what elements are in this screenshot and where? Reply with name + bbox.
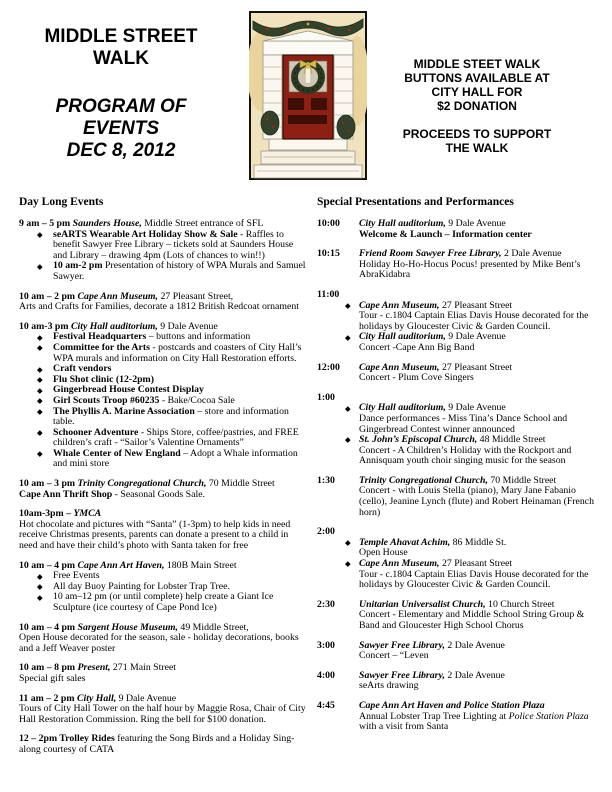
schedule-entry xyxy=(359,249,605,281)
text-run: - postcards and coasters of City Hall’s WPA murals and information on City Hall Restoration efforts. xyxy=(53,341,302,364)
bullet-icon xyxy=(345,335,350,340)
text-run: 10 am – 4 pm xyxy=(19,559,78,571)
event-line xyxy=(359,651,605,662)
bullet-icon xyxy=(37,430,42,435)
schedule-entries xyxy=(359,671,605,692)
bullet-icon xyxy=(37,346,42,351)
text-run: Trinity Congregational Church, xyxy=(359,474,488,486)
event-bullet-list xyxy=(19,571,307,613)
schedule-item xyxy=(317,476,605,518)
text-run: Sargent House Museum, xyxy=(77,621,178,633)
subtitle-line: PROGRAM OF xyxy=(55,96,187,117)
event-bullet-list xyxy=(19,332,307,470)
page-title-line: WALK xyxy=(93,48,149,69)
schedule-entries xyxy=(359,290,605,354)
buttons-notice xyxy=(379,57,575,155)
bullet-text xyxy=(53,395,235,406)
day-long-events-column xyxy=(19,196,307,765)
presentations-list xyxy=(317,219,605,733)
text-run: Annual Lobster Trap Tree Lighting at xyxy=(359,710,509,722)
schedule-entry xyxy=(359,641,605,662)
text-run: Holiday Ho-Ho-Hocus Pocus! presented by Mike Bent’s AbraKidabra xyxy=(359,258,581,281)
time-label: 4:00 xyxy=(317,669,335,681)
text-run: The Phyllis A. Marine Association xyxy=(53,405,195,417)
time-label: 10:15 xyxy=(317,248,340,260)
text-run: 2 Dale Avenue xyxy=(501,248,562,260)
schedule-entries xyxy=(359,527,605,591)
text-run: 10 am-2 pm xyxy=(53,260,103,272)
text-run: 10 Church Street xyxy=(485,598,555,610)
presentations-column xyxy=(317,196,605,742)
text-run: 27 Pleasant Street xyxy=(439,299,513,311)
event-line xyxy=(19,704,307,725)
text-run: Dance performances - Miss Tina’s Dance School and Gingerbread Contest winner announced xyxy=(359,412,568,435)
text-run: 48 Middle Street xyxy=(477,434,546,446)
event-block xyxy=(19,479,307,500)
bullet-item xyxy=(53,261,307,282)
event-line xyxy=(359,260,605,281)
text-run: - Ships Store, coffee/pastries, and FREE children’s craft - “Sailor’s Valentine Ornaments” xyxy=(53,426,299,449)
text-run: 2 Dale Avenue xyxy=(444,639,505,651)
text-run: 70 Middle Street xyxy=(206,478,275,490)
schedule-entry xyxy=(359,600,605,632)
schedule-entries xyxy=(359,476,605,518)
bullet-icon xyxy=(345,540,350,545)
text-run: 9 am – 5 pm xyxy=(19,218,73,229)
notice-line: THE WALK xyxy=(445,141,509,155)
text-run: 10 am-3 pm xyxy=(19,320,71,332)
bullet-icon xyxy=(345,562,350,567)
text-run: Concert – “Leven xyxy=(359,650,429,662)
text-run: Sawyer Free Library, xyxy=(359,669,445,681)
bullet-text xyxy=(53,570,100,581)
event-block xyxy=(19,561,307,614)
text-run: - Bake/Cocoa Sale xyxy=(159,394,235,406)
text-run: City Hall auditorium, xyxy=(70,320,158,332)
bullet-text xyxy=(53,581,230,592)
schedule-item xyxy=(317,290,605,354)
text-run: - Raffles to benefit Sawyer Free Library – tickets sold at Saunders House and Library – drawing 4pm (Lots of chances to win!!) xyxy=(53,228,294,261)
text-run: Committee for the Arts xyxy=(53,341,150,353)
time-label: 2:30 xyxy=(317,598,335,610)
text-run: City Hall auditorium, xyxy=(359,402,446,414)
event-line xyxy=(19,490,307,501)
text-run: Hot chocolate and pictures with “Santa” (1-3pm) to help kids in need receive Christmas presents, parents can donate a present to a child in need and have their child’s photo with Santa taken for free xyxy=(19,518,291,552)
text-run: Flu Shot clinic (12-2pm) xyxy=(53,373,154,385)
schedule-entry xyxy=(359,538,605,559)
text-run: YMCA xyxy=(73,508,102,520)
time-label: 10:00 xyxy=(317,218,340,229)
bullet-item xyxy=(53,449,307,470)
schedule-entries xyxy=(359,600,605,632)
text-run: 2 Dale Avenue xyxy=(444,669,505,681)
bullet-text xyxy=(53,342,301,364)
text-run: 27 Pleasant Street xyxy=(439,558,513,570)
text-run: 27 Pleasant Street, xyxy=(158,290,234,302)
event-line xyxy=(359,414,605,435)
bullet-item xyxy=(53,230,307,262)
text-run: Presentation of history of WPA Murals and Samuel Sawyer. xyxy=(53,260,306,282)
text-run: 70 Middle Street xyxy=(487,474,557,486)
bullet-text xyxy=(53,591,273,613)
text-run: – store and information table. xyxy=(53,405,289,428)
text-run: Present, xyxy=(77,662,111,674)
text-run: Temple Ahavat Achim, xyxy=(359,536,451,548)
subtitle-line: EVENTS xyxy=(82,118,160,139)
door-steps xyxy=(254,139,362,178)
bullet-text xyxy=(53,384,204,395)
time-label: 1:30 xyxy=(317,474,335,486)
text-run: Welcome & Launch – Information center xyxy=(359,228,532,240)
schedule-entries xyxy=(359,701,605,733)
schedule-entry xyxy=(359,671,605,692)
event-line xyxy=(19,520,307,552)
bullet-text xyxy=(53,406,289,428)
text-run: 10 am – 2 pm xyxy=(19,290,78,302)
schedule-entry xyxy=(359,219,605,240)
schedule-entry xyxy=(359,701,605,733)
title-block xyxy=(14,26,228,162)
bullet-item xyxy=(53,592,307,613)
text-run: Cape Ann Museum, xyxy=(359,361,440,373)
schedule-entry xyxy=(359,301,605,333)
event-line xyxy=(359,446,605,467)
bullet-icon xyxy=(37,335,42,340)
text-run: – buttons and information xyxy=(146,331,251,343)
schedule-item xyxy=(317,363,605,384)
schedule-item xyxy=(317,393,605,467)
bullet-item xyxy=(53,343,307,364)
schedule-entry xyxy=(359,363,605,384)
text-run: Gingerbread House Contest Display xyxy=(53,384,204,396)
text-run: seArts drawing xyxy=(359,680,419,692)
text-run: 49 Middle Street, xyxy=(177,621,249,633)
text-run: St. John’s Episcopal Church, xyxy=(359,434,478,446)
event-block xyxy=(19,694,307,726)
text-run: Tour - c.1804 Captain Elias Davis House decorated for the holidays by Gloucester Civic & Garden Council. xyxy=(359,568,589,591)
bullet-text xyxy=(53,331,250,342)
text-run: 9 Dale Avenue xyxy=(157,320,218,332)
section-heading-presentations: Special Presentations and Performances xyxy=(317,196,514,208)
schedule-entry xyxy=(359,476,605,518)
bullet-icon xyxy=(37,584,42,589)
text-run: Cape Ann Museum, xyxy=(359,558,440,570)
text-run: 10 am–12 pm (or until complete) help create a Giant Ice Sculpture (ice courtesy of Cape Pond Ice) xyxy=(53,591,274,613)
schedule-entries xyxy=(359,219,605,240)
text-run: Concert - with Louis Stella (piano), Mary Jane Fabanio (cello), Jeanine Lynch (flute) and Robert Heinaman (French horn) xyxy=(359,485,595,518)
schedule-entry xyxy=(359,559,605,591)
text-run: 27 Pleasant Street xyxy=(439,361,513,373)
text-run: Sawyer Free Library, xyxy=(359,639,445,651)
bullet-icon xyxy=(37,377,42,382)
text-run: Open House xyxy=(359,547,408,559)
text-run: Tours of City Hall Tower on the half hour by Maggie Rosa, Chair of City Hall Restoration Commission. Ring the bell for $100 donation. xyxy=(19,703,306,725)
text-run: Cape Ann Museum, xyxy=(77,290,159,302)
text-run: Police Station Plaza xyxy=(508,710,589,722)
bullet-icon xyxy=(345,303,350,308)
event-line xyxy=(359,712,605,733)
text-run: Tour - c.1804 Captain Elias Davis House decorated for the holidays by Gloucester Civic & Garden Council. xyxy=(359,310,589,332)
text-run: Middle Street entrance of SFL xyxy=(141,218,264,229)
text-run: with a visit from Santa xyxy=(359,721,449,733)
text-run: Cape Ann Museum, xyxy=(359,299,440,311)
text-run: 10am-3pm – xyxy=(19,508,74,520)
event-line xyxy=(359,343,605,354)
text-run: 10 am – 8 pm xyxy=(19,662,78,674)
text-run: Friend Room Sawyer Free Library, xyxy=(359,248,502,260)
schedule-entries xyxy=(359,641,605,662)
bullet-item xyxy=(53,407,307,428)
time-label: 2:00 xyxy=(317,526,335,538)
text-run: 271 Main Street xyxy=(110,662,177,674)
event-line xyxy=(19,734,307,755)
text-run: Craft vendors xyxy=(53,363,112,375)
bullet-text xyxy=(53,374,154,385)
event-bullet-list xyxy=(19,230,307,283)
time-label: 12:00 xyxy=(317,361,340,373)
bullet-icon xyxy=(37,388,42,393)
text-run: 9 Dale Avenue xyxy=(445,402,506,414)
text-run: 9 Dale Avenue xyxy=(445,331,506,343)
text-run: Girl Scouts Troop #60235 xyxy=(53,394,160,406)
program-subtitle xyxy=(14,96,228,162)
text-run: Cape Ann Art Haven, xyxy=(77,559,165,571)
text-run: 86 Middle St. xyxy=(450,536,507,548)
bullet-text xyxy=(53,363,112,374)
text-run: 10 am – 3 pm xyxy=(19,478,78,490)
event-line xyxy=(359,570,605,591)
text-run: Trinity Congregational Church, xyxy=(77,478,207,490)
event-block xyxy=(19,663,307,684)
text-run: Concert - Plum Cove Singers xyxy=(359,372,474,384)
notice-line: $2 DONATION xyxy=(437,99,517,113)
notice-line: MIDDLE STEET WALK xyxy=(413,57,541,71)
bullet-text xyxy=(53,260,306,282)
text-run: 180B Main Street xyxy=(164,559,237,571)
text-run: 9 Dale Avenue xyxy=(445,218,506,229)
text-run: seARTS Wearable Art Holiday Show & Sale xyxy=(53,228,238,240)
event-block xyxy=(19,509,307,551)
schedule-item xyxy=(317,249,605,281)
text-run: featuring the Song Birds and a Holiday Sing-along courtesy of CATA xyxy=(19,733,295,755)
text-run: 12 – 2pm Trolley Rides xyxy=(19,733,115,745)
event-block xyxy=(19,322,307,470)
text-run: Concert - A Children’s Holiday with the Rockport and Annisquam youth choir singing music for the season xyxy=(359,444,572,467)
bullet-item xyxy=(53,428,307,449)
event-block xyxy=(19,292,307,313)
schedule-entry xyxy=(359,403,605,435)
event-line xyxy=(19,674,307,685)
text-run: Open House decorated for the season, sale - holiday decorations, books and a Jeff Weaver poster xyxy=(19,632,299,654)
notice-line: PROCEEDS TO SUPPORT xyxy=(402,127,552,141)
text-run: Concert - Elementary and Middle School String Group & Band and Gloucester High School Chorus xyxy=(359,609,585,631)
event-line xyxy=(19,633,307,654)
bullet-icon xyxy=(345,438,350,443)
text-run: 11 am – 2 pm xyxy=(19,692,77,704)
schedule-entry xyxy=(359,435,605,467)
bullet-text xyxy=(53,427,299,449)
page-title-line: MIDDLE STREET xyxy=(44,26,198,47)
bullet-text xyxy=(53,229,293,261)
text-run: 9 Dale Avenue xyxy=(116,692,177,704)
schedule-entries xyxy=(359,363,605,384)
event-block xyxy=(19,734,307,755)
time-label: 3:00 xyxy=(317,639,335,651)
time-label: 11:00 xyxy=(317,288,340,300)
text-run: 10 am – 4 pm xyxy=(19,621,78,633)
bullet-icon xyxy=(37,452,42,457)
schedule-item xyxy=(317,641,605,662)
day-long-events-list xyxy=(19,219,307,756)
bullet-icon xyxy=(37,399,42,404)
schedule-entry xyxy=(359,332,605,353)
schedule-item xyxy=(317,701,605,733)
bullet-icon xyxy=(37,367,42,372)
event-line xyxy=(359,681,605,692)
text-run: City Hall auditorium, xyxy=(359,218,446,229)
schedule-item xyxy=(317,219,605,240)
text-run: Unitarian Universalist Church, xyxy=(359,598,486,610)
text-run: Free Events xyxy=(53,570,100,582)
event-line xyxy=(359,610,605,631)
text-run: Saunders House, xyxy=(72,218,142,229)
time-label: 4:45 xyxy=(317,699,335,711)
text-run: City Hall auditorium, xyxy=(359,331,446,343)
text-run: – Adopt a Whale information and mini store xyxy=(53,447,298,470)
event-line xyxy=(359,486,605,518)
bullet-icon xyxy=(37,595,42,600)
text-run: Arts and Crafts for Families, decorate a 1812 British Redcoat ornament xyxy=(19,301,299,313)
event-block xyxy=(19,219,307,283)
event-block xyxy=(19,623,307,655)
section-heading-day-long-events: Day Long Events xyxy=(19,196,104,208)
bullet-text xyxy=(53,448,298,470)
text-run: - Seasonal Goods Sale. xyxy=(112,488,205,500)
notice-line: BUTTONS AVAILABLE AT xyxy=(404,71,550,85)
text-run: City Hall, xyxy=(76,692,117,704)
subtitle-line: DEC 8, 2012 xyxy=(66,140,176,161)
schedule-entries xyxy=(359,249,605,281)
text-run: Cape Ann Art Haven and Police Station Plaza xyxy=(359,699,545,711)
proceeds-notice xyxy=(379,127,575,155)
event-line xyxy=(359,311,605,332)
text-run: Whale Center of New England xyxy=(53,447,181,459)
text-run: Cape Ann Thrift Shop xyxy=(19,488,113,500)
bullet-icon xyxy=(37,232,42,237)
text-run: Schooner Adventure xyxy=(53,426,139,438)
bullet-icon xyxy=(37,574,42,579)
text-run: Concert -Cape Ann Big Band xyxy=(359,341,475,353)
notice-line: CITY HALL FOR xyxy=(431,85,523,99)
bullet-icon xyxy=(345,406,350,411)
event-line xyxy=(359,373,605,384)
event-line xyxy=(359,230,605,241)
bullet-icon xyxy=(37,264,42,269)
bullet-icon xyxy=(37,409,42,414)
text-run: All day Buoy Painting for Lobster Trap Tree. xyxy=(53,580,230,592)
time-label: 1:00 xyxy=(317,391,335,403)
schedule-item xyxy=(317,671,605,692)
schedule-item xyxy=(317,600,605,632)
text-run: Special gift sales xyxy=(19,672,86,684)
text-run: Festival Headquarters xyxy=(53,331,147,343)
christmas-door-illustration xyxy=(249,11,367,180)
event-line xyxy=(19,302,307,313)
schedule-entries xyxy=(359,393,605,467)
schedule-item xyxy=(317,527,605,591)
